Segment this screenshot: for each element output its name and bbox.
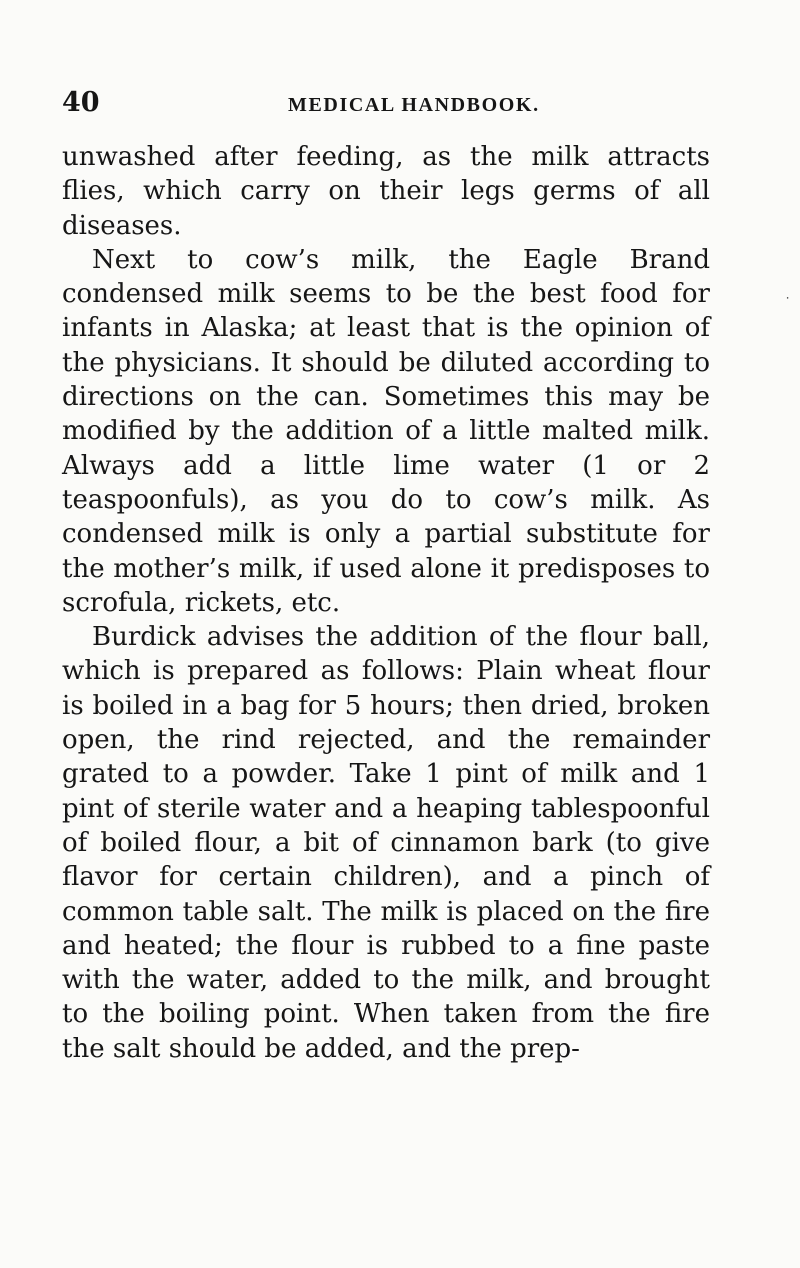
margin-speck-mark: ⸱	[786, 291, 790, 305]
paragraph-continuation: unwashed after feeding, as the milk attracts flies, which carry on their legs germs of all diseases.	[62, 142, 710, 241]
page-number: 40	[62, 87, 100, 118]
running-title: MEDICAL HANDBOOK.	[288, 94, 540, 116]
paragraph-flour-ball: Burdick advises the addition of the flour ball, which is prepared as follows: Plain wheat flour is boiled in a bag for 5 hours; then dried, broken open, the rind rejected, and the remainder grated to a powder. Take 1 pint of milk and 1 pint of sterile water and a heaping tablespoonful of boiled flour, a bit of cinnamon bark (to give flavor for certain children), and a pinch of common table salt. The milk is placed on the fire and heated; the flour is rubbed to a fine paste with the water, added to the milk, and brought to the boiling point. When taken from the fire the salt should be added, and the prep-	[62, 622, 710, 1064]
paragraph-condensed-milk: Next to cow’s milk, the Eagle Brand condensed milk seems to be the best food for infants in Alaska; at least that is the opinion of the physicians. It should be diluted according to directions on the can. Sometimes this may be modified by the addition of a little malted milk. Always add a little lime water (1 or 2 teaspoonfuls), as you do to cow’s milk. As condensed milk is only a partial substitute for the mother’s milk, if used alone it predisposes to scrofula, rickets, etc.	[62, 244, 710, 618]
body-text	[62, 140, 710, 1066]
page-header	[62, 88, 714, 118]
